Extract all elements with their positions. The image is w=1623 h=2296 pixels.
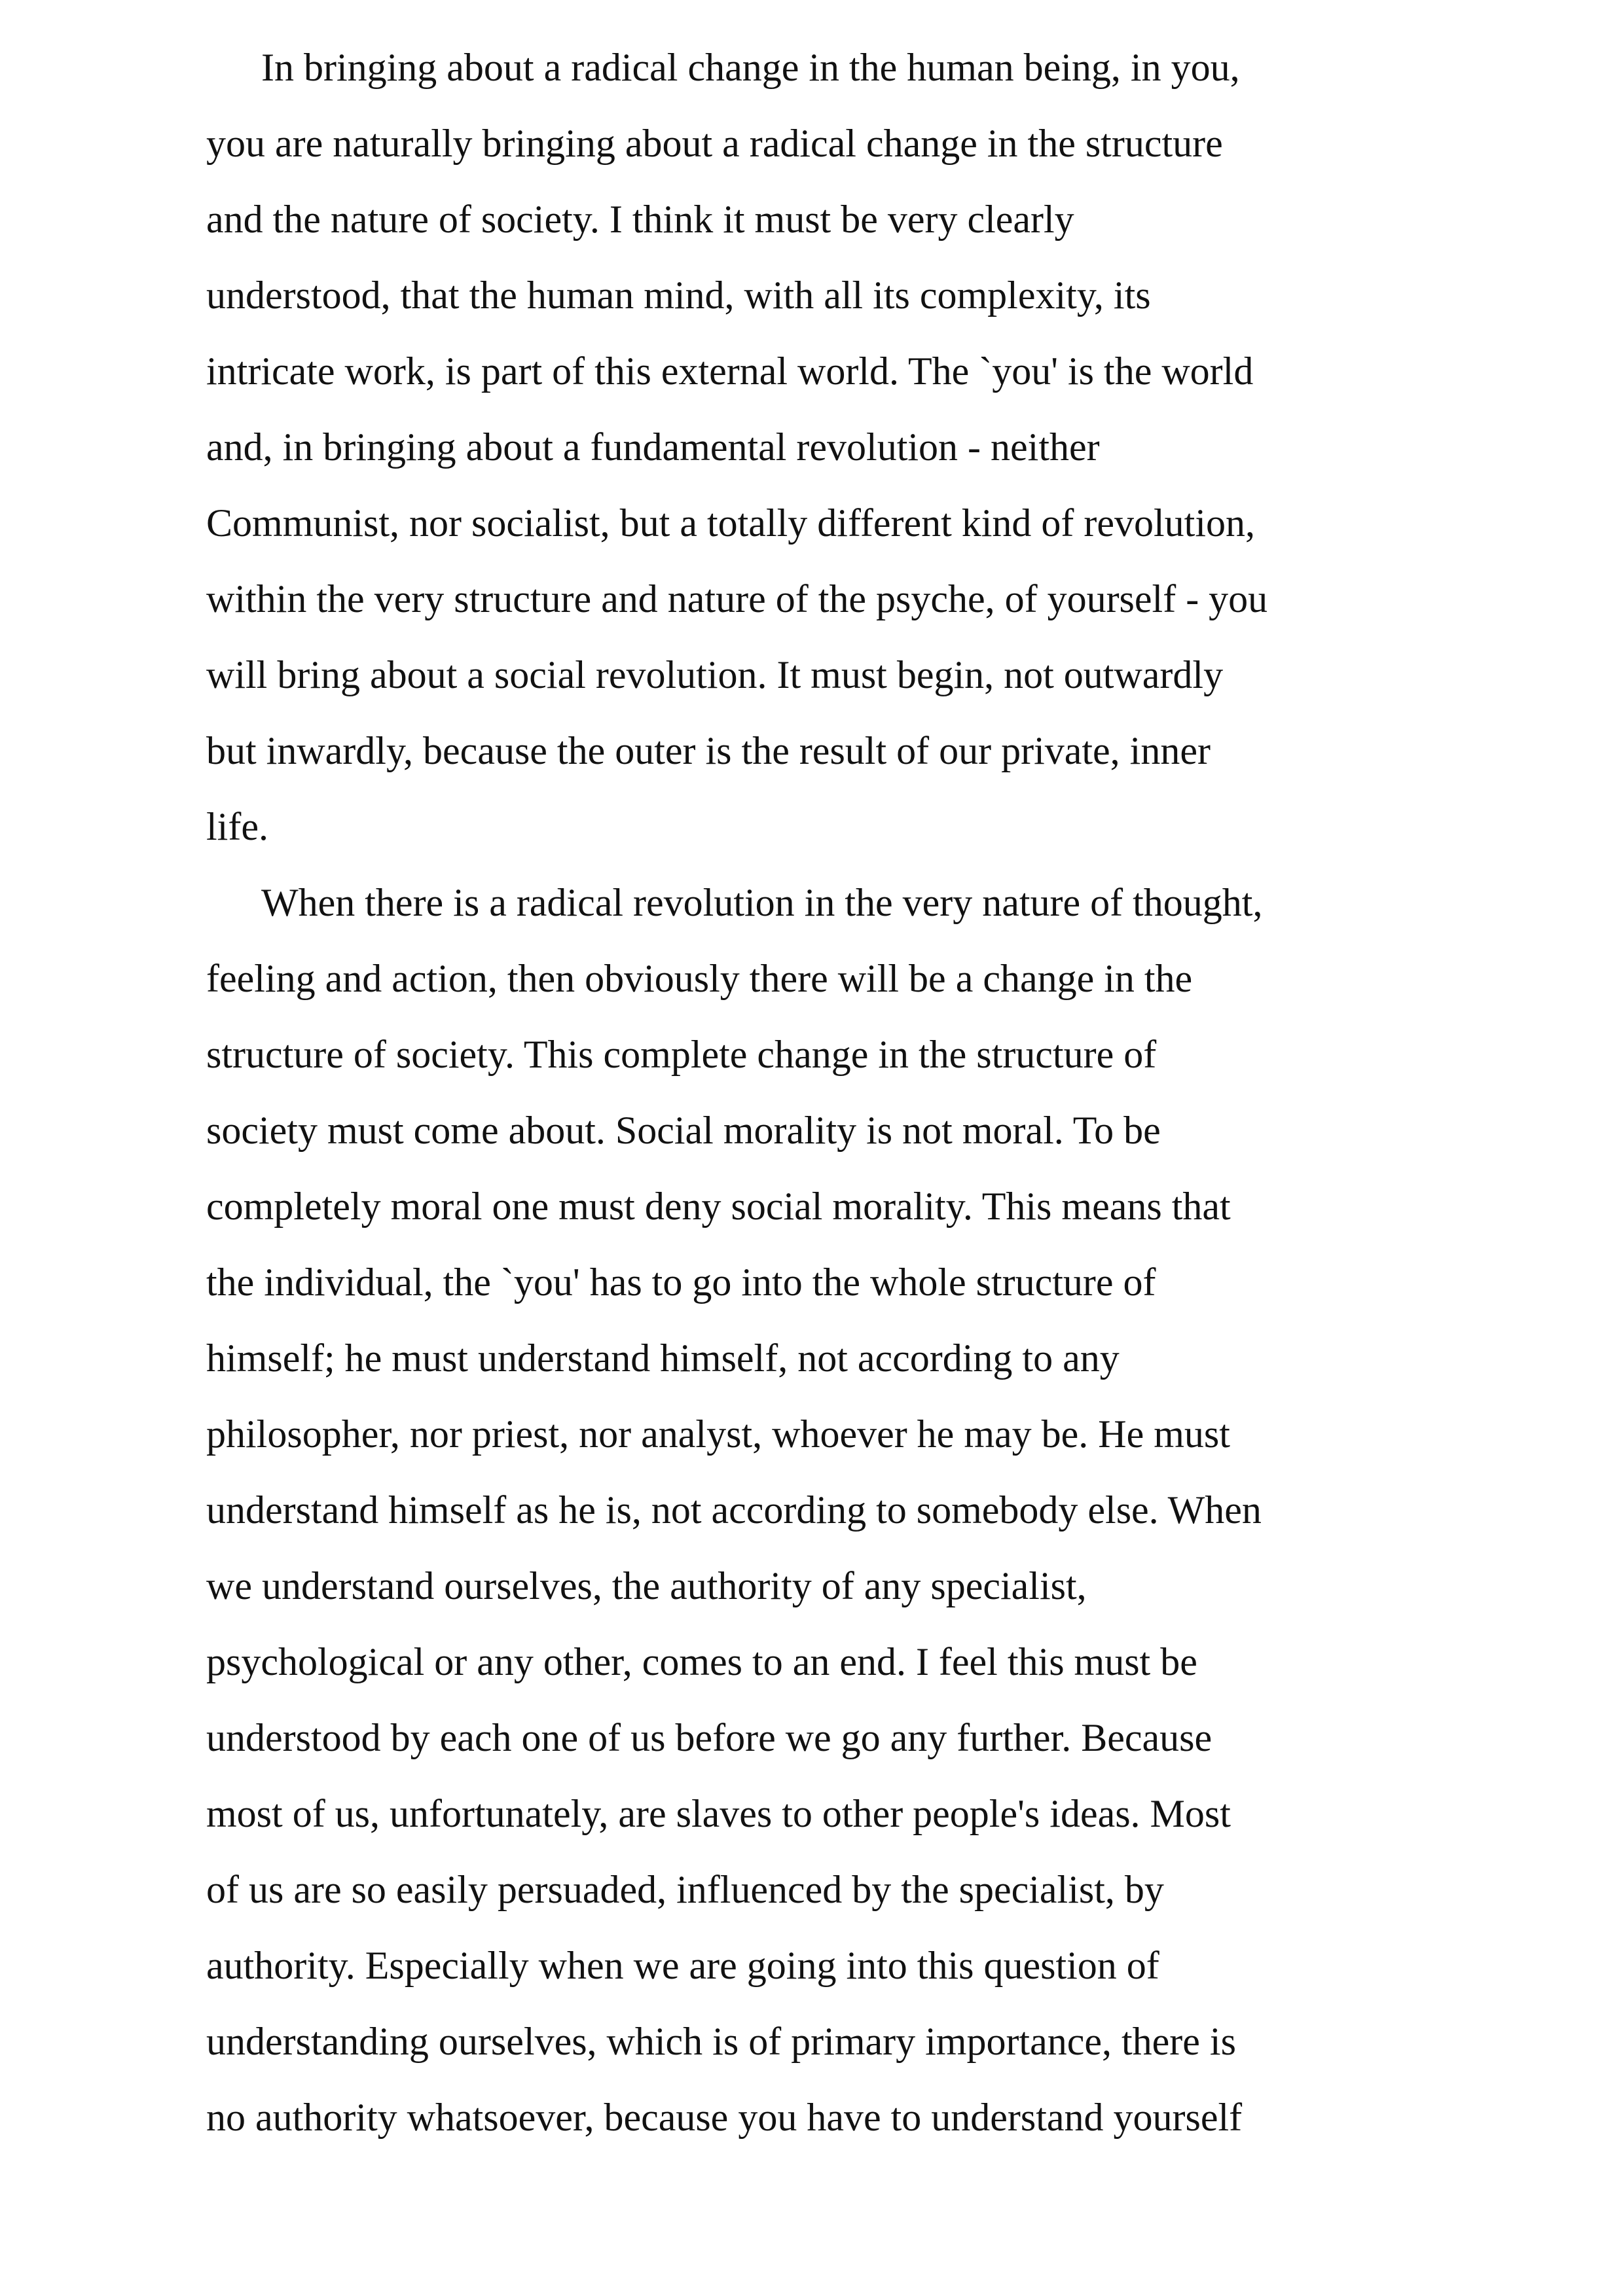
paragraph [206,29,1437,865]
text-line: Communist, nor socialist, but a totally different kind of revolution, [206,501,1256,545]
text-line: understand himself as he is, not according to somebody else. When [206,1488,1262,1532]
text-line: When there is a radical revolution in the very nature of thought, [261,881,1263,924]
text-line: life. [206,805,268,848]
text-line: himself; he must understand himself, not according to any [206,1336,1120,1380]
text-line: but inwardly, because the outer is the result of our private, inner [206,729,1211,772]
text-line: will bring about a social revolution. It must begin, not outwardly [206,653,1224,696]
text-line: understood, that the human mind, with all its complexity, its [206,274,1151,317]
text-line: we understand ourselves, the authority of any specialist, [206,1564,1087,1607]
text-line: understanding ourselves, which is of primary importance, there is [206,2020,1236,2063]
text-line: intricate work, is part of this external world. The `you' is the world [206,350,1254,393]
text-line: In bringing about a radical change in the human being, in you, [261,46,1240,89]
text-line: the individual, the `you' has to go into the whole structure of [206,1261,1156,1304]
text-line: and the nature of society. I think it must be very clearly [206,198,1074,241]
text-line: within the very structure and nature of the psyche, of yourself - you [206,577,1268,620]
text-line: you are naturally bringing about a radical change in the structure [206,122,1223,165]
text-line: understood by each one of us before we go any further. Because [206,1716,1213,1759]
paragraph [206,865,1437,2155]
text-line: completely moral one must deny social morality. This means that [206,1185,1231,1228]
text-line: society must come about. Social morality is not moral. To be [206,1109,1161,1152]
text-line: structure of society. This complete change in the structure of [206,1033,1157,1076]
text-line: of us are so easily persuaded, influenced by the specialist, by [206,1868,1164,1911]
text-line: authority. Especially when we are going into this question of [206,1944,1159,1987]
text-line: and, in bringing about a fundamental revolution - neither [206,425,1100,469]
text-line: psychological or any other, comes to an end. I feel this must be [206,1640,1197,1683]
text-line: philosopher, nor priest, nor analyst, whoever he may be. He must [206,1412,1230,1456]
text-line: no authority whatsoever, because you have to understand yourself [206,2096,1243,2139]
text-line: feeling and action, then obviously there will be a change in the [206,957,1193,1000]
body-text [206,29,1437,2155]
text-line: most of us, unfortunately, are slaves to other people's ideas. Most [206,1792,1231,1835]
